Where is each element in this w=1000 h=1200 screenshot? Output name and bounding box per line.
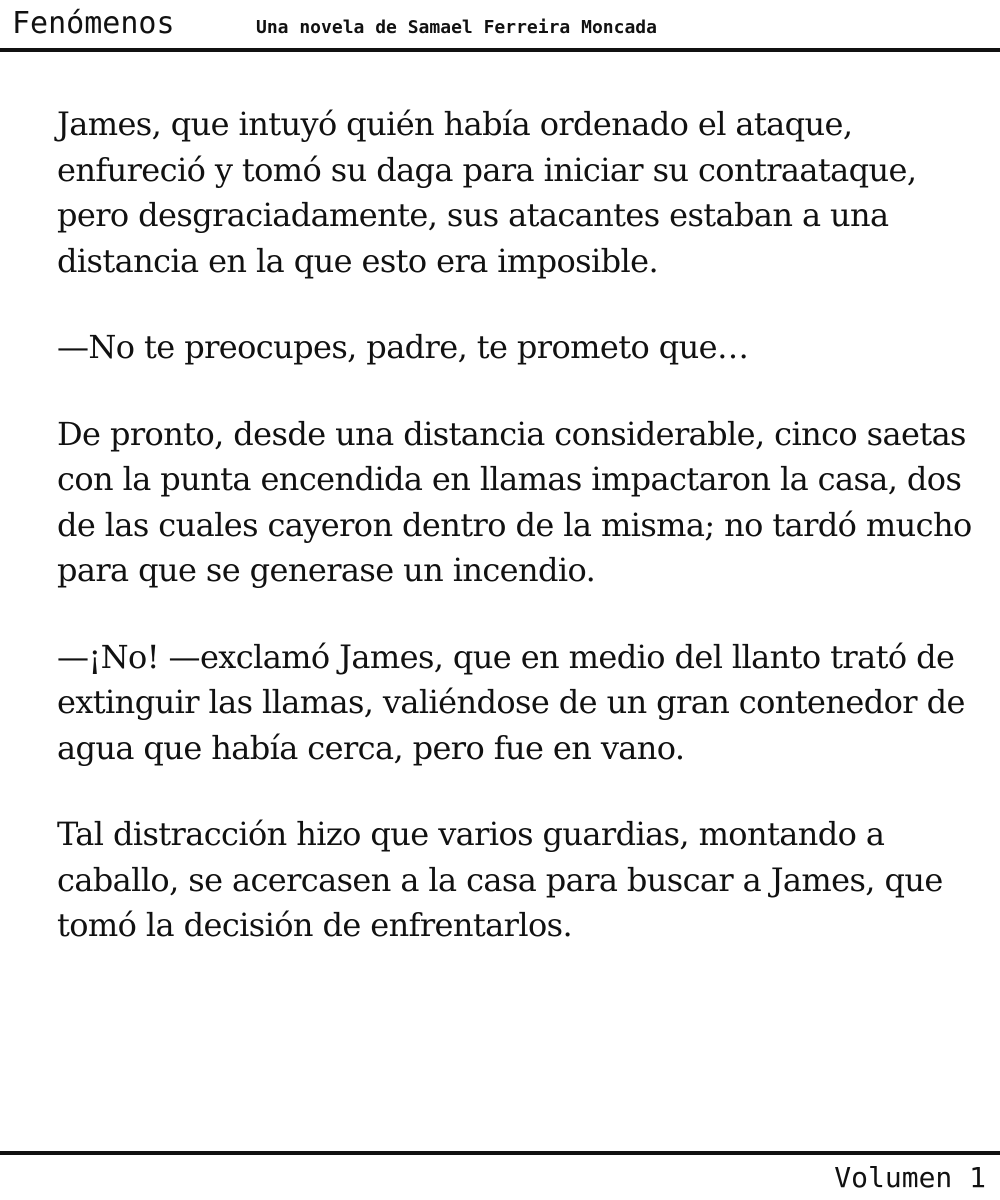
book-title: Fenómenos [12,6,175,41]
volume-label: Volumen 1 [834,1161,986,1194]
paragraph-1: James, que intuyó quién había ordenado el ataque, enfureció y tomó su daga para iniciar su contraataque, pero desgraciadamente, sus atacantes estaban a una distancia en la que esto era imposible. [57,105,917,280]
paragraph-3: De pronto, desde una distancia considerable, cinco saetas con la punta encendida en llamas impactaron la casa, dos de las cuales cayeron dentro de la misma; no tardó mucho para que se generase un incendio. [57,414,972,589]
paragraph-4: —¡No! —exclamó James, que en medio del llanto trató de extinguir las llamas, valiéndose de un gran contenedor de agua que había cerca, pero fue en vano. [57,637,965,767]
page-footer [0,1151,1000,1200]
paragraph-2: —No te preocupes, padre, te prometo que… [57,328,749,366]
page-body [57,102,977,990]
page-header [0,0,1000,52]
book-subtitle: Una novela de Samael Ferreira Moncada [256,17,657,38]
paragraph-5: Tal distracción hizo que varios guardias, montando a caballo, se acercasen a la casa para buscar a James, que tomó la decisión de enfrentarlos. [57,815,943,944]
